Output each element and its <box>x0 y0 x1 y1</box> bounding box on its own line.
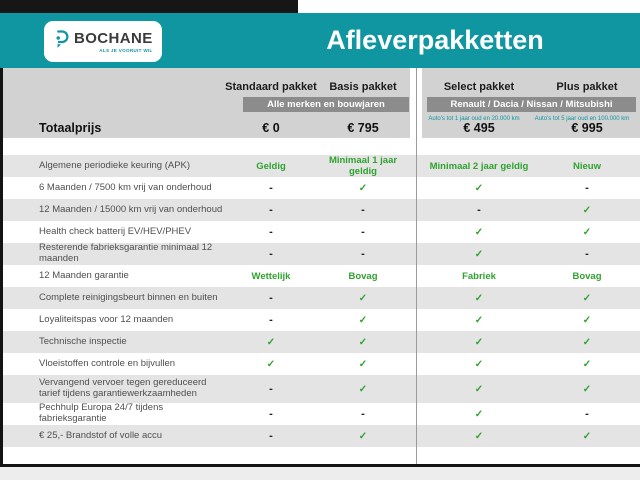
row-label: 12 Maanden garantie <box>39 269 129 281</box>
cell-value: ✓ <box>266 336 276 348</box>
top-strip <box>0 0 640 13</box>
cell-value: - <box>269 408 273 420</box>
cell-value: - <box>269 226 273 238</box>
header-gap <box>3 138 640 155</box>
row-label: 12 Maanden / 15000 km vrij van onderhoud <box>39 203 223 215</box>
cell-value: ✓ <box>582 204 592 216</box>
cell-value: ✓ <box>474 336 484 348</box>
cell-value: Nieuw <box>573 160 601 172</box>
col-title-basis: Basis pakket <box>329 81 397 93</box>
cell-value: Geldig <box>256 160 286 172</box>
table-header <box>3 68 640 138</box>
cell-value: ✓ <box>582 314 592 326</box>
table-row <box>3 199 640 221</box>
cell-value: ✓ <box>358 292 368 304</box>
footer-strip <box>0 467 640 480</box>
logo-tagline: ALS JE VOORUIT WIL <box>99 47 153 53</box>
table-row <box>3 243 640 265</box>
cell-value: ✓ <box>358 314 368 326</box>
row-label: Complete reinigingsbeurt binnen en buiten <box>39 291 218 303</box>
row-label: Vervangend vervoer tegen gereduceerd tarief tijdens garantiewerkzaamheden <box>39 377 207 399</box>
group-badge-all-brands: Alle merken en bouwjaren <box>243 97 409 112</box>
cell-value: Bovag <box>572 270 602 282</box>
page-title: Afleverpakketten <box>326 25 544 55</box>
cell-value: ✓ <box>358 358 368 370</box>
cell-value: Fabriek <box>462 270 496 282</box>
bochane-mark-icon <box>53 29 70 56</box>
cell-value: ✓ <box>582 358 592 370</box>
cell-value: ✓ <box>474 430 484 442</box>
row-label: 6 Maanden / 7500 km vrij van onderhoud <box>39 181 212 193</box>
cell-value: - <box>361 226 365 238</box>
price-standaard: € 0 <box>262 121 280 135</box>
cell-value: ✓ <box>474 226 484 238</box>
cell-value: - <box>269 248 273 260</box>
col-title-plus: Plus pakket <box>556 81 618 93</box>
total-price-row <box>3 118 640 138</box>
subnote-select: Auto's tot 1 jaar oud en 20.000 km <box>428 116 520 122</box>
cell-value: - <box>361 248 365 260</box>
cell-value: ✓ <box>474 182 484 194</box>
package-table <box>0 68 640 467</box>
header-bar <box>0 13 640 68</box>
table-row <box>3 177 640 199</box>
cell-value: ✓ <box>582 383 592 395</box>
logo-name: BOCHANE <box>74 29 153 47</box>
table-row <box>3 265 640 287</box>
table-row <box>3 155 640 177</box>
cell-value: ✓ <box>266 358 276 370</box>
cell-value: - <box>269 430 273 442</box>
cell-value: ✓ <box>358 336 368 348</box>
top-black-bar <box>0 0 298 13</box>
cell-value: - <box>269 182 273 194</box>
cell-value: Bovag <box>348 270 378 282</box>
cell-value: - <box>585 248 589 260</box>
row-label: Technische inspectie <box>39 335 127 347</box>
cell-value: ✓ <box>358 182 368 194</box>
cell-value: ✓ <box>474 383 484 395</box>
cell-value: - <box>477 204 481 216</box>
cell-value: ✓ <box>474 408 484 420</box>
row-label: Pechhulp Europa 24/7 tijdens fabrieksgarantie <box>39 402 164 424</box>
cell-value: ✓ <box>358 430 368 442</box>
cell-value: ✓ <box>358 383 368 395</box>
col-title-select: Select pakket <box>443 81 515 93</box>
cell-value: - <box>269 204 273 216</box>
table-row <box>3 287 640 309</box>
cell-value: - <box>361 204 365 216</box>
cell-value: ✓ <box>474 314 484 326</box>
cell-value: - <box>585 182 589 194</box>
price-basis: € 795 <box>347 121 379 135</box>
row-label: Vloeistoffen controle en bijvullen <box>39 357 176 369</box>
rows-host <box>3 155 640 447</box>
table-row <box>3 221 640 243</box>
bochane-logo <box>44 21 162 62</box>
cell-value: - <box>269 292 273 304</box>
row-label: Algemene periodieke keuring (APK) <box>39 159 191 171</box>
row-label: Resterende fabrieksgarantie minimaal 12 maanden <box>39 242 213 264</box>
cell-value: - <box>269 314 273 326</box>
row-label: Loyaliteitspas voor 12 maanden <box>39 313 174 325</box>
total-label: Totaalprijs <box>39 121 102 135</box>
table-row <box>3 375 640 403</box>
cell-value: - <box>361 408 365 420</box>
cell-value: ✓ <box>474 248 484 260</box>
subnote-plus: Auto's tot 5 jaar oud en 100.000 km <box>534 116 630 122</box>
cell-value: ✓ <box>582 336 592 348</box>
table-row <box>3 425 640 447</box>
table-row <box>3 331 640 353</box>
cell-value: ✓ <box>582 226 592 238</box>
column-titles <box>3 80 640 94</box>
cell-value: Wettelijk <box>251 270 291 282</box>
group-divider <box>416 68 417 464</box>
cell-value: ✓ <box>474 292 484 304</box>
col-title-standaard: Standaard pakket <box>225 81 317 93</box>
price-plus: € 995 <box>571 121 603 135</box>
cell-value: ✓ <box>582 430 592 442</box>
cell-value: ✓ <box>474 358 484 370</box>
cell-value: ✓ <box>582 292 592 304</box>
row-label: € 25,- Brandstof of volle accu <box>39 429 163 441</box>
price-select: € 495 <box>463 121 495 135</box>
cell-value: - <box>585 408 589 420</box>
table-row <box>3 403 640 425</box>
cell-value: Minimaal 2 jaar geldig <box>429 160 529 172</box>
table-row <box>3 353 640 375</box>
cell-value: Minimaal 1 jaar geldig <box>328 155 398 177</box>
row-label: Health check batterij EV/HEV/PHEV <box>39 225 192 237</box>
cell-value: - <box>269 383 273 395</box>
group-badge-renault-group: Renault / Dacia / Nissan / Mitsubishi <box>427 97 636 112</box>
table-row <box>3 309 640 331</box>
